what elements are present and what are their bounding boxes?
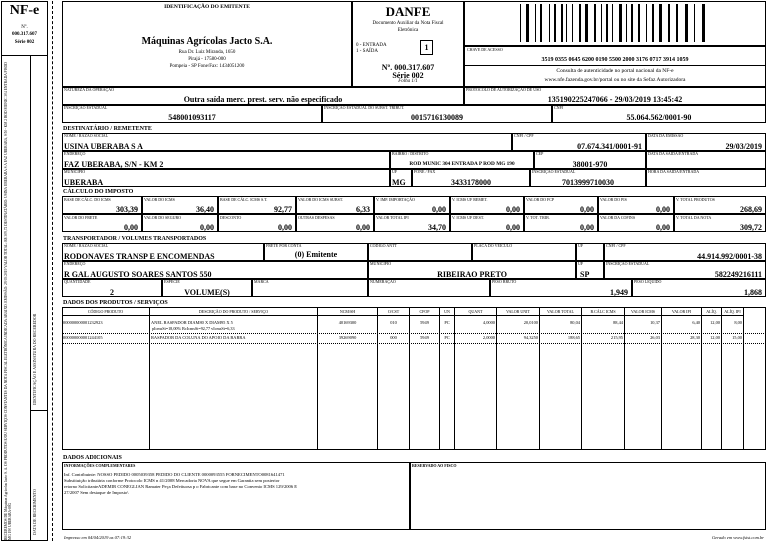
transp-peso-bruto-label: PESO BRUTO <box>492 279 517 284</box>
produtos-header-cell: NCM/SH <box>318 307 378 316</box>
adicionais-section: DADOS ADICIONAIS <box>63 455 122 461</box>
imposto-label: VALOR DO SEGURO <box>144 215 182 220</box>
produtos-header-cell: QUANT <box>455 307 497 316</box>
produto-cell: 88,44 <box>613 320 623 325</box>
protocolo-label: PROTOCOLO DE AUTORIZAÇÃO DE USO <box>466 87 542 92</box>
imposto-label: VALOR DO FCP <box>526 197 555 202</box>
emitente-bairro: Pirajá - 17580-000 <box>188 57 226 62</box>
dest-uf-label: UF <box>392 169 398 174</box>
imposto-label: DESCONTO <box>220 215 242 220</box>
transp-ie-label: INSCRIÇÃO ESTADUAL <box>606 261 650 266</box>
ie-value: 548001093117 <box>168 113 216 122</box>
dest-uf: MG <box>392 178 406 187</box>
transportador-section: TRANSPORTADOR / VOLUMES TRANSPORTADOS <box>63 236 207 242</box>
cnpj-value: 55.064.562/0001-90 <box>626 113 692 122</box>
ie-label: INSCRIÇÃO ESTADUAL <box>64 105 108 110</box>
imposto-label: BASE DE CÁLC. DO ICMS <box>64 197 111 202</box>
transp-uf2-label: UF <box>578 261 584 266</box>
imposto-cell <box>524 196 598 214</box>
danfe-numero: Nº. 000.317.607 <box>381 63 435 72</box>
footer-right: Gerado em www.fsist.com.br <box>711 535 764 540</box>
transp-placa-label: PLACA DO VEÍCULO <box>474 243 513 248</box>
imposto-label: VALOR DO PIS <box>600 197 627 202</box>
emitente-nome: Máquinas Agrícolas Jacto S.A. <box>141 36 273 47</box>
produtos-header-cell: VALOR TOTAL <box>540 307 582 316</box>
imposto-cell <box>674 214 766 232</box>
imposto-label: V. IMP. IMPORTAÇÃO <box>376 197 415 202</box>
produto-cell: 8,00 <box>734 320 742 325</box>
produtos-header-cell: VALOR IPI <box>662 307 702 316</box>
imposto-label: V. ICMS UF DEST. <box>452 215 484 220</box>
transp-marca-label: MARCA <box>254 279 269 284</box>
imposto-value: 309,72 <box>740 223 762 232</box>
transp-qtd-label: QUANTIDADE <box>64 279 91 284</box>
produtos-header-cell: UN <box>440 307 455 316</box>
imposto-value: 0,00 <box>656 223 670 232</box>
dest-cnpj-label: CNPJ / CPF <box>514 133 534 138</box>
imposto-label: VALOR TOTAL IPI <box>376 215 409 220</box>
imposto-cell <box>62 214 142 232</box>
imposto-value: 0,00 <box>356 223 370 232</box>
emitente-section-label: IDENTIFICAÇÃO DO EMITENTE <box>164 4 250 10</box>
protocolo-value: 135190225247066 - 29/03/2019 13:45:42 <box>547 95 683 104</box>
imposto-value: 0,00 <box>656 205 670 214</box>
imposto-cell <box>450 196 524 214</box>
canhoto-data-recebimento: DATA DE RECEBIMENTO <box>32 489 37 535</box>
produto-cell: RASPADOR DA COLUNA DO APOIO DA BARRA <box>151 335 246 340</box>
dest-ie: 7013999710030 <box>562 178 614 187</box>
transp-frete: (0) Emitente <box>294 250 338 259</box>
imposto-value: 6,33 <box>356 205 370 214</box>
transp-municipio-label: MUNICÍPIO <box>370 261 392 266</box>
canhoto-serie: Série 002 <box>14 40 35 45</box>
imposto-label: VALOR DA COFINS <box>600 215 636 220</box>
imposto-value: 0,00 <box>580 205 594 214</box>
danfe-saida: 1 - SAÍDA <box>356 49 378 54</box>
imposto-value: 92,77 <box>274 205 292 214</box>
imposto-value: 0,00 <box>506 223 520 232</box>
transp-peso-bruto: 1,949 <box>610 288 628 297</box>
produtos-header-cell: ALÍQ. <box>702 307 722 316</box>
imposto-cell <box>598 214 674 232</box>
dest-nome: USINA UBERABA S A <box>64 142 143 151</box>
danfe-tipo: 1 <box>420 40 433 55</box>
info-line-3: retorno SolicitanteADEMIR CONEGLIAN Ramater Peça Defeituosa p o Fabricante com base no Convenio ICMS 129/2006 E <box>64 484 298 489</box>
imposto-value: 0,00 <box>200 223 214 232</box>
produto-cell: 80,04 <box>570 320 580 325</box>
chave-consulta2: www.nfe.fazenda.gov.br/portal ou no site da Sefaz Autorizadora <box>544 77 686 83</box>
imposto-cell <box>62 196 142 214</box>
danfe-title: DANFE <box>385 4 431 19</box>
produto-cell: 000000000001244105 <box>63 335 103 340</box>
dest-nome-label: NOME / RAZÃO SOCIAL <box>64 133 109 138</box>
produtos-header-cell: CFOP <box>410 307 440 316</box>
imposto-label: V. TOTAL DA NOTA <box>676 215 712 220</box>
produtos-header-cell: DESCRIÇÃO DO PRODUTO / SERVIÇO <box>150 307 318 316</box>
imposto-label: VALOR DO ICMS <box>144 197 175 202</box>
produto-cell: PC <box>444 335 450 340</box>
info-label: INFORMAÇÕES COMPLEMENTARES <box>64 463 136 468</box>
produto-cell: 000000000001232923 <box>63 320 103 325</box>
imposto-label: V. TOT. TRIB. <box>526 215 550 220</box>
imposto-value: 0,00 <box>506 205 520 214</box>
imposto-value: 303,39 <box>116 205 138 214</box>
transp-uf-label: UF <box>578 243 584 248</box>
transp-peso-liquido-label: PESO LÍQUIDO <box>634 279 662 284</box>
dest-hora-label: HORA DA SAÍDA/ENTRADA <box>648 169 700 174</box>
produtos-header-cell: ALÍQ. IPI <box>722 307 744 316</box>
chave-label: CHAVE DE ACESSO <box>467 47 503 52</box>
info-line-1: Inf. Contribuinte: NOSSO PEDIDO 0005039358 PEDIDO DO CLIENTE 0000093555 FORNECIMENTO0081641471 <box>64 472 285 477</box>
produto-cell: 26,03 <box>650 335 660 340</box>
produto-cell: 20,0100 <box>523 320 538 325</box>
imposto-cell <box>142 196 218 214</box>
canhoto-numero: 000.317.607 <box>12 32 37 37</box>
barcode-icon <box>520 4 710 42</box>
dest-ie-label: INSCRIÇÃO ESTADUAL <box>532 169 576 174</box>
produto-cell: 2,0000 <box>482 335 495 340</box>
dest-municipio: UBERABA <box>64 178 104 187</box>
danfe-entrada: 0 - ENTRADA <box>356 43 387 48</box>
transp-peso-liquido: 1,868 <box>744 288 762 297</box>
dest-emissao: 29/03/2019 <box>725 142 762 151</box>
produto-cell: PC <box>444 320 450 325</box>
imposto-value: 0,00 <box>580 223 594 232</box>
produtos-header-cell: O/CST <box>378 307 410 316</box>
dest-fone: 3433178000 <box>451 178 491 187</box>
transp-especie-label: ESPÉCIE <box>164 279 180 284</box>
transp-frete-label: FRETE POR CONTA <box>266 243 302 248</box>
produto-cell: ANEL RASPADOR DIAM80 X DIAM95 X 5 <box>151 320 233 325</box>
dest-municipio-label: MUNICÍPIO <box>64 169 86 174</box>
dest-endereco: FAZ UBERABA, S/N - KM 2 <box>64 160 164 169</box>
imposto-cell <box>218 196 296 214</box>
imposto-cell <box>296 196 374 214</box>
canhoto-identificacao: IDENTIFICAÇÃO E ASSINATURA DO RECEBEDOR <box>32 313 37 405</box>
produto-cell: 12,00 <box>710 335 720 340</box>
destinatario-section: DESTINATÁRIO / REMETENTE <box>63 126 152 132</box>
produto-cell: 94,3250 <box>523 335 538 340</box>
cnpj-label: CNPJ <box>554 105 564 110</box>
produto-row1-extra: pIcmsSt=18,00% BcIcmsSt=92,77 vIcmsSt=6,33 <box>152 326 235 331</box>
imposto-cell <box>218 214 296 232</box>
imposto-section: CÁLCULO DO IMPOSTO <box>63 189 134 195</box>
imposto-label: OUTRAS DESPESAS <box>298 215 335 220</box>
produto-cell: 15,00 <box>732 335 742 340</box>
imposto-value: 0,00 <box>124 223 138 232</box>
produto-cell: 40169300 <box>338 320 357 325</box>
chave-value: 3519 0355 0645 6200 0190 5500 2000 3176 0717 3914 1059 <box>541 57 689 63</box>
produtos-header-cell: B.CÁLC ICMS <box>582 307 625 316</box>
produto-cell: 10,37 <box>650 320 660 325</box>
produto-cell: 4,0000 <box>482 320 495 325</box>
dest-cep-label: CEP <box>536 151 544 156</box>
imposto-value: 36,40 <box>196 205 214 214</box>
imposto-cell <box>450 214 524 232</box>
produto-cell: 000 <box>390 335 397 340</box>
dest-cnpj: 07.674.341/0001-91 <box>577 142 642 151</box>
ie-st-label: INSCRIÇÃO ESTADUAL DO SUBST. TRIBUT. <box>324 105 405 110</box>
natureza-value: Outra saída merc. prest. serv. não especificado <box>183 95 343 104</box>
transp-antt-label: CÓDIGO ANTT <box>370 243 397 248</box>
transp-cnpj-label: CNPJ / CPF <box>606 243 626 248</box>
transp-especie: VOLUME(S) <box>184 288 230 297</box>
dest-bairro-label: BAIRRO / DISTRITO <box>392 151 429 156</box>
imposto-value: 0,00 <box>278 223 292 232</box>
transp-nome: RODONAVES TRANSP E ENCOMENDAS <box>64 252 215 261</box>
produto-cell: 5949 <box>420 320 429 325</box>
canhoto-recebemos: RECEBEMOS DE Máquinas Agrícolas Jacto S. A. OS PRODUTOS E/OU SERVIÇOS CONSTANTES DA NOTA FISCAL ELETRÔNICA INDICADA ABAIXO. EMISSÃO: 29/03/2019 VALOR TOTAL: R$ 309,72 DESTINATÁRIO: USINA UBERABA S A FAZ UBERABA, S/N - KM 2 ROD MUNIC 304 ENTRADA P ROD MG 190 UBERABA-MG <box>4 62 13 540</box>
emitente-endereco: Rua Dr. Luiz Miranda, 1650 <box>178 50 236 55</box>
fisco-label: RESERVADO AO FISCO <box>412 463 457 468</box>
transp-endereco-label: ENDEREÇO <box>64 261 86 266</box>
canhoto-doc-type: NF-e <box>9 3 40 18</box>
transp-cnpj: 44.914.992/0001-38 <box>697 252 762 261</box>
imposto-cell <box>296 214 374 232</box>
info-line-2: Substituição tributária conforme Protocolo ICMS n 41/2008 Mercadoria NOVA que segue em Garantia sem posterior <box>64 478 280 483</box>
imposto-label: VALOR DO ICMS SUBST. <box>298 197 343 202</box>
danfe-folha: Folha 1/1 <box>398 79 418 84</box>
produto-cell: 39269090 <box>338 335 357 340</box>
imposto-cell <box>674 196 766 214</box>
imposto-cell <box>142 214 218 232</box>
produtos-section: DADOS DOS PRODUTOS / SERVIÇOS <box>63 300 168 306</box>
emitente-cidade: Pompeia - SP Fone/Fax: 1434051200 <box>169 64 245 69</box>
dest-saida-label: DATA DA SAÍDA/ENTRADA <box>648 151 699 156</box>
produto-cell: 010 <box>390 320 397 325</box>
imposto-value: 268,69 <box>740 205 762 214</box>
imposto-label: BASE DE CÁLC. ICMS S.T. <box>220 197 268 202</box>
dest-endereco-label: ENDEREÇO <box>64 151 86 156</box>
transp-numeracao-label: NUMERAÇÃO <box>370 279 396 284</box>
imposto-cell <box>524 214 598 232</box>
produtos-header-cell: CÓDIGO PRODUTO <box>62 307 150 316</box>
imposto-cell <box>598 196 674 214</box>
produto-cell: 12,00 <box>710 320 720 325</box>
imposto-label: V. ICMS UF REMET. <box>452 197 488 202</box>
dest-bairro: ROD MUNIC 304 ENTRADA P ROD MG 190 <box>409 161 515 167</box>
produto-cell: 188,65 <box>567 335 580 340</box>
imposto-value: 0,00 <box>432 205 446 214</box>
dest-emissao-label: DATA DA EMISSÃO <box>648 133 684 138</box>
danfe-subtitle2: Eletrônica <box>397 28 419 33</box>
chave-consulta1: Consulta de autenticidade no portal nacional da NF-e <box>556 68 674 74</box>
natureza-label: NATUREZA DA OPERAÇÃO <box>64 87 115 92</box>
transp-qtd: 2 <box>110 288 114 297</box>
produto-cell: 215,95 <box>610 335 623 340</box>
transp-ie: 582249216111 <box>714 270 762 279</box>
imposto-label: V. TOTAL PRODUTOS <box>676 197 715 202</box>
ie-st-value: 0015716130089 <box>411 113 463 122</box>
dest-cep: 38001-970 <box>572 160 608 169</box>
info-line-4: 27/2007 Sem destaque de Imposto\ <box>64 490 129 495</box>
transp-municipio: RIBEIRAO PRETO <box>437 270 507 279</box>
danfe-serie: Série 002 <box>392 71 424 80</box>
produtos-header-cell: VALOR ICMS <box>625 307 662 316</box>
imposto-label: VALOR DO FRETE <box>64 215 98 220</box>
produto-cell: 6,40 <box>692 320 700 325</box>
produto-cell: 28,30 <box>690 335 700 340</box>
footer-left: Impresso em 04/04/2019 as 07:19:32 <box>64 535 132 540</box>
transp-uf2: SP <box>580 270 590 279</box>
imposto-cell <box>374 214 450 232</box>
imposto-value: 34,70 <box>428 223 446 232</box>
produto-cell: 5949 <box>420 335 429 340</box>
dest-fone-label: FONE / FAX <box>414 169 436 174</box>
danfe-subtitle1: Documento Auxiliar da Nota Fiscal <box>372 21 444 26</box>
imposto-cell <box>374 196 450 214</box>
transp-nome-label: NOME / RAZÃO SOCIAL <box>64 243 109 248</box>
canhoto-numero-label: Nº. <box>21 25 28 30</box>
transp-endereco: R GAL AUGUSTO SOARES SANTOS 550 <box>64 270 212 279</box>
produtos-header-cell: VALOR UNIT <box>497 307 540 316</box>
